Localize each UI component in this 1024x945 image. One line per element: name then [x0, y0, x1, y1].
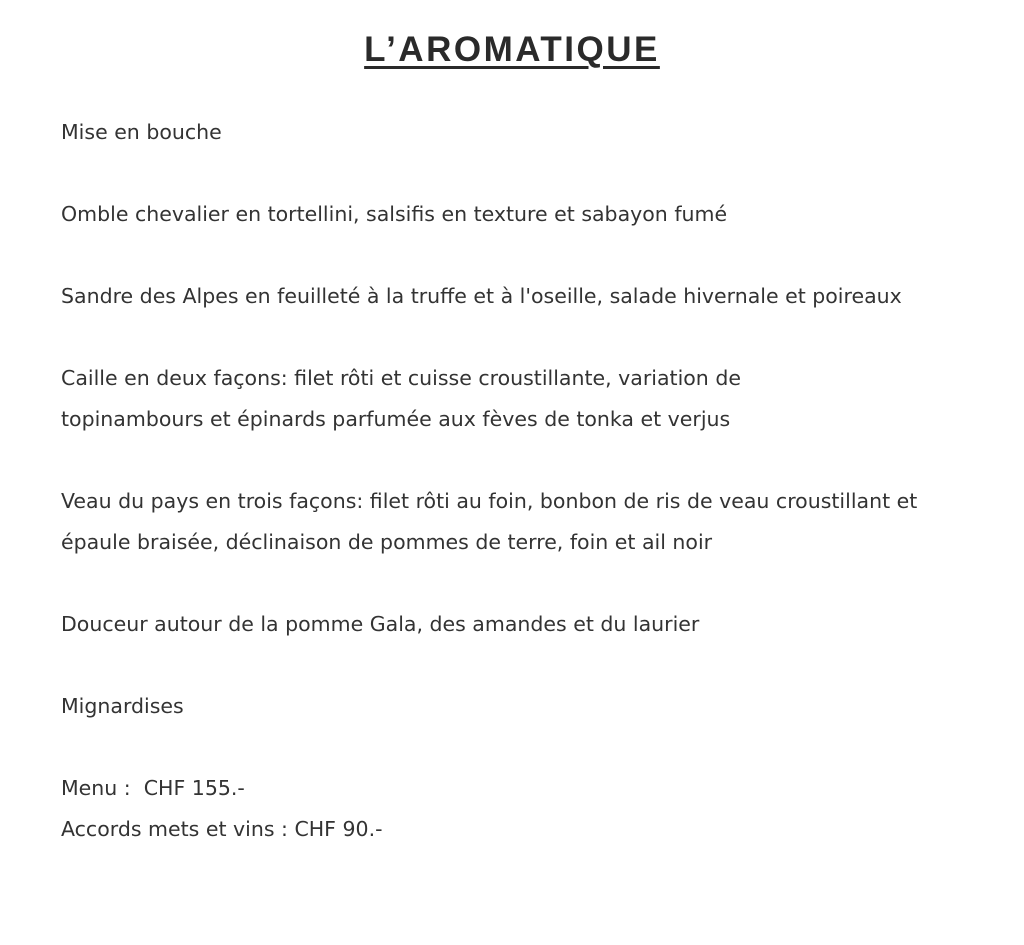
- course-item: Mignardises: [61, 694, 184, 718]
- course-item: Veau du pays en trois façons: filet rôti au foin, bonbon de ris de veau croustillant et épaule braisée, déclinaison de pommes de terre, foin et ail noir: [61, 489, 918, 554]
- menu-price: Menu : CHF 155.-: [61, 776, 245, 800]
- course-item: Mise en bouche: [61, 120, 222, 144]
- menu-title: L’AROMATIQUE: [364, 30, 660, 69]
- wine-pairing-price: Accords mets et vins : CHF 90.-: [61, 817, 383, 841]
- course-item: Sandre des Alpes en feuilleté à la truffe et à l'oseille, salade hivernale et poireaux: [61, 284, 902, 308]
- course-item: Douceur autour de la pomme Gala, des amandes et du laurier: [61, 612, 700, 636]
- course-item: Caille en deux façons: filet rôti et cuisse croustillante, variation de topinambours et épinards parfumée aux fèves de tonka et verjus: [61, 366, 741, 431]
- menu-body: [61, 112, 981, 850]
- course-item: Omble chevalier en tortellini, salsifis en texture et sabayon fumé: [61, 202, 728, 226]
